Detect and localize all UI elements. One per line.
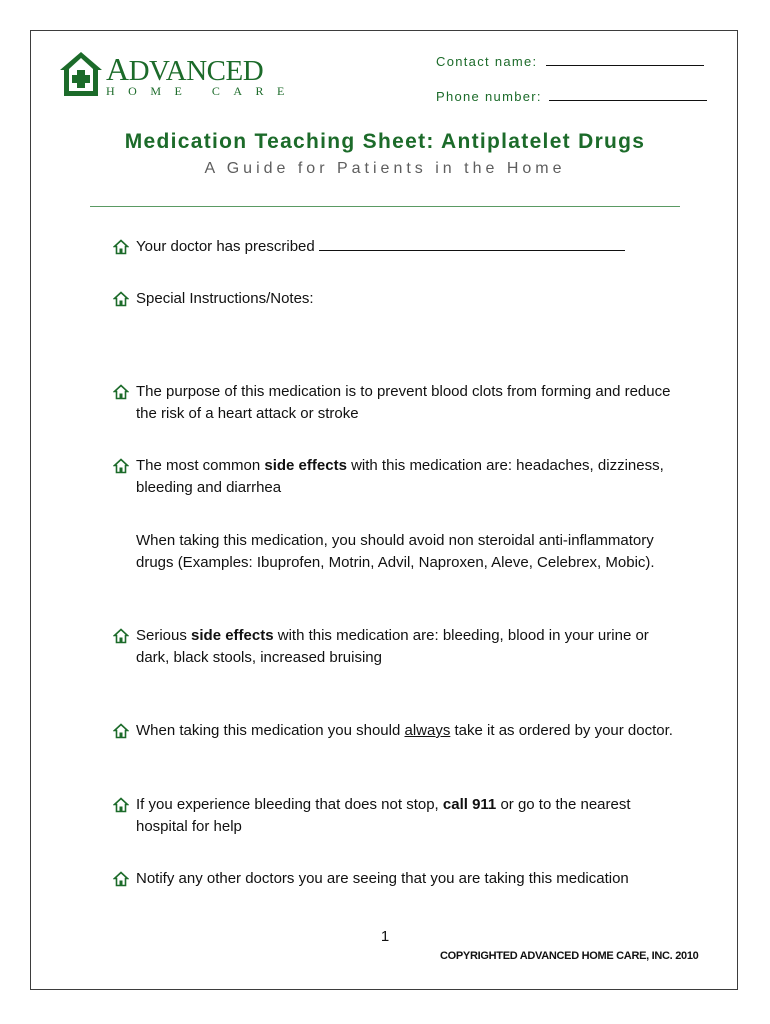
logo-subtitle: HOME CARE (106, 84, 298, 98)
house-icon (113, 871, 129, 887)
list-item-purpose (113, 381, 683, 425)
list-item-text: Serious side effects with this medication are: bleeding, blood in your urine or dark, black stools, increased bruising (136, 627, 649, 666)
page-title: Medication Teaching Sheet: Antiplatelet Drugs (124, 130, 646, 153)
contact-name-field (436, 54, 704, 69)
house-icon (113, 797, 129, 813)
title-divider (90, 206, 680, 207)
phone-number-field (436, 89, 707, 104)
list-item-text: The purpose of this medication is to prevent blood clots from forming and reduce the risk of a heart attack or stroke (136, 383, 671, 422)
list-item-text: The most common side effects with this medication are: headaches, dizziness, bleeding and diarrhea (136, 457, 664, 496)
page-number: 1 (380, 928, 390, 945)
house-icon (113, 239, 129, 255)
contact-name-blank (546, 65, 704, 66)
list-item-text: If you experience bleeding that does not stop, call 911 or go to the nearest hospital for help (136, 796, 631, 835)
logo-wordmark: ADVANCED (106, 51, 264, 87)
phone-number-blank (549, 100, 707, 101)
house-icon (113, 723, 129, 739)
house-icon (113, 628, 129, 644)
list-item-bleeding-emergency (113, 794, 683, 838)
logo (58, 50, 298, 100)
list-item-text: Your doctor has prescribed (136, 236, 683, 258)
copyright-notice: COPYRIGHTED ADVANCED HOME CARE, INC. 2010 (440, 950, 699, 962)
list-item-text: Notify any other doctors you are seeing that you are taking this medication (136, 870, 629, 887)
phone-number-label: Phone number: (436, 89, 542, 104)
list-item-text: Special Instructions/Notes: (136, 290, 314, 307)
list-item-text: When taking this medication you should always take it as ordered by your doctor. (136, 722, 673, 739)
list-item-notify-doctors (113, 868, 683, 890)
list-item-special-instructions (113, 288, 683, 310)
contact-name-label: Contact name: (436, 54, 538, 69)
list-item-always-take (113, 720, 683, 742)
list-item-common-side-effects (113, 455, 683, 499)
avoid-nsaids-note: When taking this medication, you should avoid non steroidal anti-inflammatory drugs (Examples: Ibuprofen, Motrin, Advil, Naproxen, Aleve, Celebrex, Mobic). (136, 532, 655, 571)
house-icon (113, 458, 129, 474)
page-subtitle: A Guide for Patients in the Home (204, 160, 566, 177)
list-item-serious-side-effects (113, 625, 683, 669)
house-icon (113, 384, 129, 400)
prescribed-blank (319, 250, 625, 251)
list-item-prescribed (113, 236, 683, 258)
house-icon (113, 291, 129, 307)
house-cross-icon (58, 50, 104, 98)
